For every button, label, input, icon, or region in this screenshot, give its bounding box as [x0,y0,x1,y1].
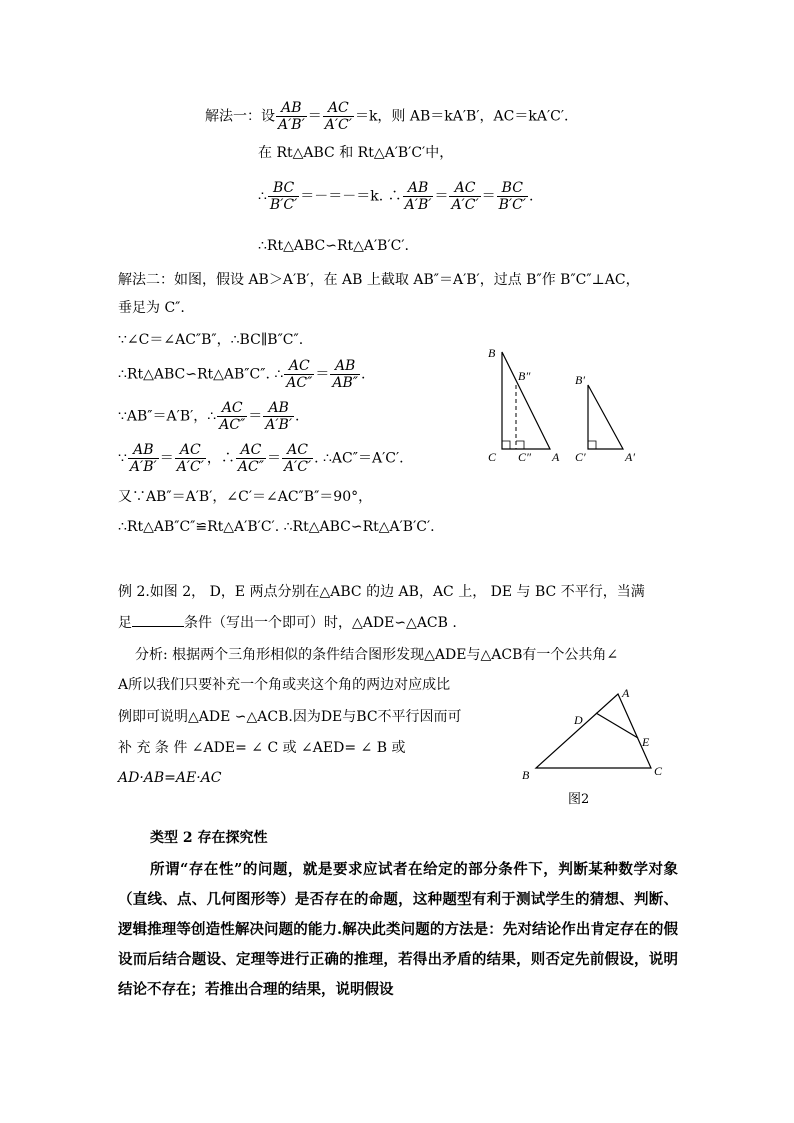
fraction: $\frac{AB}{A'B'}$ [404,180,432,213]
fraction: $\frac{AC}{AC''}$ [286,358,313,391]
fraction: $\frac{AC}{A'C'}$ [451,180,479,213]
method2-line4: ∴Rt△ABC∽Rt△AB″C″. ∴ $\frac{AC}{AC''}$ ＝ $\frac{AB}{AB''}$ . [118,358,366,391]
fraction: $\frac{AB}{A'B'}$ [129,442,157,475]
fraction: $\frac{AC}{AC''}$ [237,442,264,475]
method1-line1: 解法一：设 $\frac{AB}{A'B'}$ ＝ $\frac{AC}{A'C'}$ ＝k，则 AB＝kA′B′，AC＝kA′C′. [205,100,569,133]
label-b: B [522,768,530,782]
right-angle-mark [588,441,596,449]
fraction: $\frac{AB}{A'B'}$ [265,400,293,433]
analysis-line1: 分析: 根据两个三角形相似的条件结合图形发现△ADE与△ACB有一个公共角∠ [135,647,619,663]
method1-line2: 在 Rt△ABC 和 Rt△A′B′C′中， [258,145,454,161]
figure2-caption: 图2 [568,792,590,807]
analysis-line2: A所以我们只要补充一个角或夹这个角的两边对应成比 [118,677,451,693]
label-c: C [488,450,497,464]
section-heading: 类型 2 存在探究性 [150,830,268,846]
method2-line7: 又∵AB″＝A′B′，∠C′＝∠AC″B″＝90°， [118,489,373,505]
triangle-abc [536,694,651,768]
method1-tail: ＝k，则 AB＝kA′B′，AC＝kA′C′. [354,108,569,125]
label-bp: B′ [575,373,585,387]
section-body: 所谓“存在性”的问题，就是要求应试者在给定的部分条件下，判断某种数学对象（直线、点、几何图形等）是否存在的命题，这种题型有利于测试学生的猜想、判断、逻辑推理等创造性解决问题的能力.解决此类问题的方法是：先对结论作出肯定存在的假设而后结合题设、定理等进行正确的推理，若得出矛盾的结果，则否定先前假设，说明结论不存在；若推出合理的结果，说明假设 [118,861,678,998]
label-b: B [488,346,496,360]
label-b2: B″ [518,369,531,383]
fraction: $\frac{AB}{AB''}$ [332,358,358,391]
analysis-line4: 补 充 条 件 ∠ADE= ∠ C 或 ∠AED= ∠ B 或 [118,740,406,756]
example2-line1: 例 2.如图 2， D，E 两点分别在△ABC 的边 AB，AC 上， DE 与 BC 不平行，当满 [118,584,645,600]
fraction: $\frac{AC}{A'C'}$ [324,100,352,133]
label-a: A [622,686,630,700]
fraction: $\frac{BC}{B'C'}$ [498,180,526,213]
right-angle-mark [516,441,524,449]
fraction: $\frac{AC}{A'C'}$ [283,442,312,475]
method2-line6: ∵ $\frac{AB}{A'B'}$ ＝ $\frac{AC}{A'C'}$ ，∴ $\frac{AC}{AC''}$ ＝ $\frac{AC}{A'C'}$ . ∴AC″＝A′C′. [118,442,404,475]
answer-blank[interactable] [132,612,184,627]
fraction: $\frac{AC}{AC''}$ [219,400,246,433]
fraction: $\frac{AC}{A'C'}$ [176,442,204,475]
fraction: $\frac{AB}{A'B'}$ [278,100,305,133]
method2-line2: 垂足为 C″. [118,300,185,316]
right-angle-mark [502,441,510,449]
label-ap: A′ [625,450,635,464]
method1-line3: ∴ $\frac{BC}{B'C'}$ ＝－＝－＝k. ∴ $\frac{AB}{A'B'}$ ＝ $\frac{AC}{A'C'}$ ＝ $\frac{BC}{B'C'}$ . [258,180,534,213]
method1-label: 解法一：设 [205,108,275,125]
method2-line1: 解法二：如图，假设 AB＞A′B′，在 AB 上截取 AB″＝A′B′，过点 B″作 B″C″⊥AC， [118,272,640,288]
analysis-line5: AD·AB=AE·AC [118,770,222,786]
label-cp: C′ [575,450,586,464]
figure2-triangle [510,680,680,810]
label-e: E [642,735,650,749]
label-d: D [574,713,583,727]
label-c2: C″ [518,450,532,464]
triangle-abc [502,352,550,449]
method1-line4: ∴Rt△ABC∽Rt△A′B′C′. [258,238,409,254]
triangle-apbpcp [588,385,623,449]
analysis-line3: 例即可说明△ADE ∽△ACB.因为DE与BC不平行因而可 [118,709,462,725]
label-c: C [654,764,663,778]
fraction: $\frac{BC}{B'C'}$ [269,180,298,213]
method2-line8: ∴Rt△AB″C″≌Rt△A′B′C′. ∴Rt△ABC∽Rt△A′B′C′. [118,519,435,535]
example2-line2: 足 条件（写出一个即可）时，△ADE∽△ACB . [118,612,457,633]
method2-line5: ∵AB″＝A′B′，∴ $\frac{AC}{AC''}$ ＝ $\frac{AB}{A'B'}$ . [118,400,300,433]
method2-line3: ∵∠C＝∠AC″B″，∴BC∥B″C″. [118,332,304,348]
figure1-triangles [480,340,650,470]
label-a: A [552,450,560,464]
